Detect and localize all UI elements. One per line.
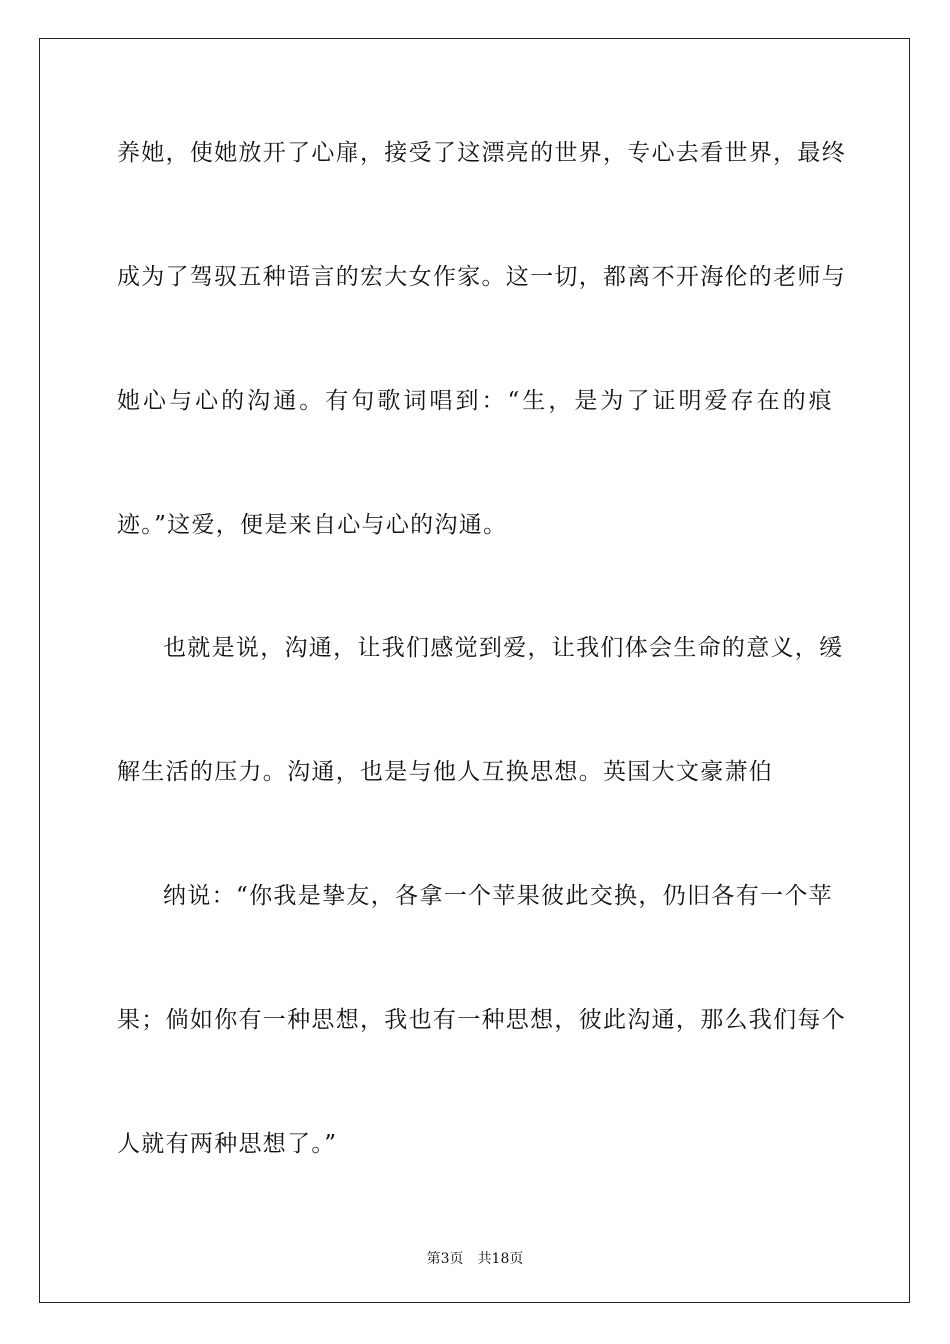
body-line-6: 解生活的压力。沟通，也是与他人互换思想。英国大文豪萧伯 — [117, 759, 774, 785]
body-line-5: 也就是说，沟通，让我们感觉到爱，让我们体会生命的意义，缓 — [163, 635, 844, 661]
page-border — [39, 38, 910, 1303]
page-footer — [0, 1248, 950, 1268]
page-number: 第3页 — [426, 1251, 464, 1267]
body-line-1: 养她，使她放开了心扉，接受了这漂亮的世界，专心去看世界，最终 — [117, 140, 846, 166]
page-total: 共18页 — [477, 1251, 524, 1267]
body-line-3: 她心与心的沟通。有句歌词唱到：“生，是为了证明爱存在的痕 — [117, 388, 833, 414]
body-line-2: 成为了驾驭五种语言的宏大女作家。这一切，都离不开海伦的老师与 — [117, 264, 846, 290]
body-line-8: 果；倘如你有一种思想，我也有一种思想，彼此沟通，那么我们每个 — [117, 1007, 846, 1033]
body-line-9: 人就有两种思想了。” — [117, 1131, 338, 1157]
body-line-4: 迹。”这爱，便是来自心与心的沟通。 — [117, 512, 508, 538]
body-line-7: 纳说：“你我是挚友，各拿一个苹果彼此交换，仍旧各有一个苹 — [163, 883, 833, 909]
